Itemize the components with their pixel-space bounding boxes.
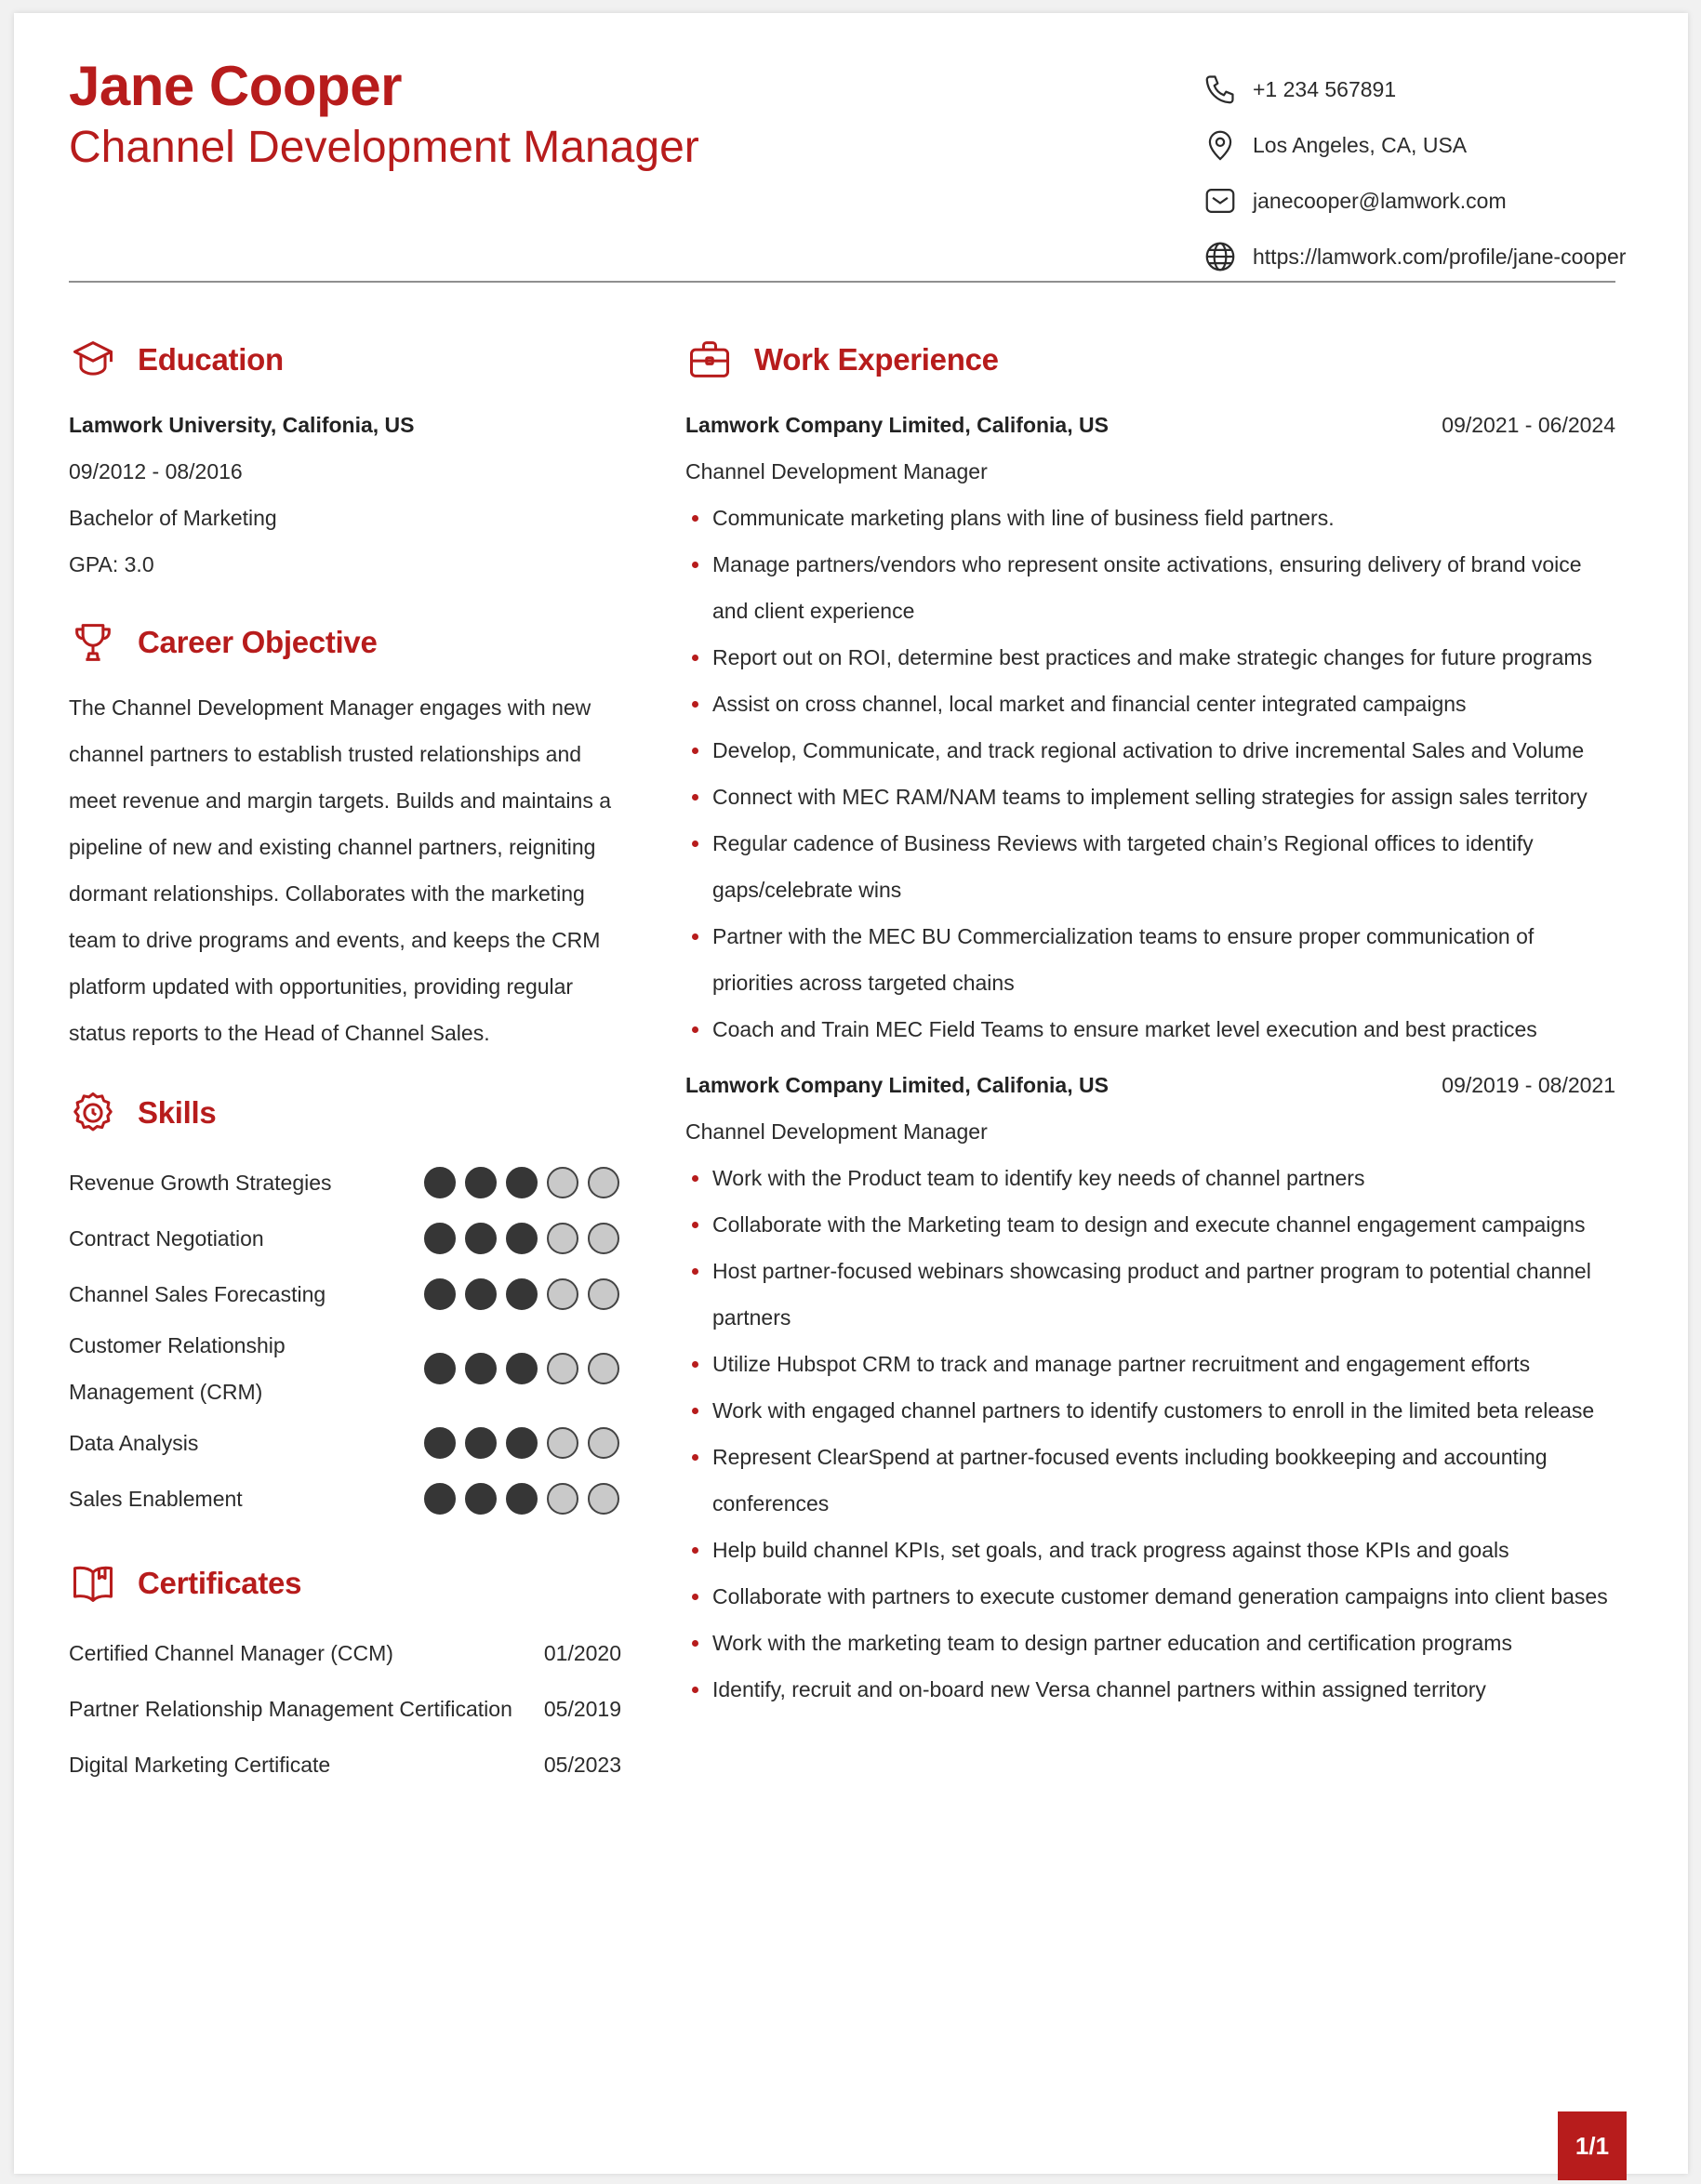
graduation-cap-icon (69, 336, 117, 384)
certificate-date: 05/2023 (543, 1753, 621, 1777)
job-bullet: Collaborate with the Marketing team to design and execute channel engagement campaigns (685, 1201, 1615, 1248)
rating-dot-empty (588, 1427, 619, 1459)
job-bullet: Manage partners/vendors who represent onsite activations, ensuring delivery of brand voice and client experience (685, 541, 1615, 634)
job-bullet: Collaborate with partners to execute customer demand generation campaigns into client bases (685, 1573, 1615, 1620)
skills-heading (69, 1090, 621, 1136)
skill-rating (424, 1167, 621, 1198)
rating-dot-filled (506, 1167, 538, 1198)
resume-page (14, 13, 1688, 2174)
job-bullet: Work with engaged channel partners to identify customers to enroll in the limited beta release (685, 1387, 1615, 1434)
job-bullet: Identify, recruit and on-board new Versa channel partners within assigned territory (685, 1666, 1615, 1713)
certificate-row (69, 1625, 621, 1681)
work-title: Work Experience (754, 342, 999, 377)
candidate-name: Jane Cooper (69, 55, 402, 117)
job-entry (685, 1062, 1615, 1713)
skill-rating (424, 1427, 621, 1459)
rating-dot-filled (506, 1278, 538, 1310)
page-indicator: 1/1 (1558, 2111, 1627, 2180)
contact-website[interactable] (1203, 229, 1626, 285)
skill-row (69, 1322, 621, 1415)
rating-dot-filled (424, 1223, 456, 1254)
job-role: Channel Development Manager (685, 1119, 988, 1144)
skills-list (69, 1155, 621, 1527)
objective-heading (69, 619, 621, 666)
rating-dot-filled (465, 1353, 497, 1384)
certificates-heading (69, 1560, 621, 1607)
phone-icon (1203, 72, 1238, 107)
job-bullet: Help build channel KPIs, set goals, and track progress against those KPIs and goals (685, 1527, 1615, 1573)
work-heading (685, 337, 1615, 383)
skill-rating (424, 1223, 621, 1254)
education-degree: Bachelor of Marketing (69, 506, 277, 530)
rating-dot-filled (424, 1353, 456, 1384)
certificate-row (69, 1681, 621, 1737)
certificate-name: Certified Channel Manager (CCM) (69, 1641, 393, 1665)
objective-title: Career Objective (138, 625, 378, 659)
rating-dot-empty (547, 1353, 578, 1384)
education-title: Education (138, 342, 284, 377)
mail-icon (1203, 183, 1238, 218)
trophy-icon (69, 618, 117, 667)
gear-icon (69, 1089, 117, 1137)
certificates-section (69, 1560, 621, 1793)
rating-dot-filled (506, 1353, 538, 1384)
rating-dot-filled (465, 1223, 497, 1254)
job-bullet: Communicate marketing plans with line of business field partners. (685, 495, 1615, 541)
skill-row (69, 1211, 621, 1266)
rating-dot-empty (547, 1483, 578, 1515)
skill-rating (424, 1483, 621, 1515)
job-bullet: Regular cadence of Business Reviews with targeted chain’s Regional offices to identify gaps/celebrate wins (685, 820, 1615, 913)
book-icon (69, 1559, 117, 1608)
skill-label: Sales Enablement (69, 1487, 243, 1511)
skills-section (69, 1090, 621, 1527)
rating-dot-empty (547, 1223, 578, 1254)
rating-dot-filled (465, 1427, 497, 1459)
contact-location (1203, 117, 1626, 173)
job-bullet: Coach and Train MEC Field Teams to ensure market level execution and best practices (685, 1006, 1615, 1052)
skill-label: Revenue Growth Strategies (69, 1171, 332, 1195)
rating-dot-empty (588, 1483, 619, 1515)
job-entry (685, 402, 1615, 1052)
job-dates: 09/2021 - 06/2024 (1442, 413, 1615, 437)
job-bullets (685, 1155, 1615, 1713)
job-bullet: Connect with MEC RAM/NAM teams to implement selling strategies for assign sales territory (685, 774, 1615, 820)
rating-dot-filled (424, 1483, 456, 1515)
rating-dot-empty (547, 1167, 578, 1198)
contact-email[interactable] (1203, 173, 1626, 229)
job-bullet: Assist on cross channel, local market and financial center integrated campaigns (685, 681, 1615, 727)
rating-dot-filled (506, 1427, 538, 1459)
rating-dot-filled (465, 1167, 497, 1198)
rating-dot-empty (588, 1353, 619, 1384)
contact-location-text: Los Angeles, CA, USA (1253, 132, 1468, 157)
job-role: Channel Development Manager (685, 459, 988, 483)
left-column (69, 337, 621, 1793)
rating-dot-filled (506, 1223, 538, 1254)
job-company: Lamwork Company Limited, Califonia, US (685, 1073, 1109, 1097)
skill-row (69, 1155, 621, 1211)
objective-text: The Channel Development Manager engages with new channel partners to establish trusted relationships and meet revenue and margin targets. Builds and maintains a pipeline of new and existing channel partners, reigniting dormant relationships. Collaborates with the marketing team to drive programs and events, and keeps the CRM platform updated with opportunities, providing regular status reports to the Head of Channel Sales. (69, 695, 611, 1045)
certificates-title: Certificates (138, 1566, 302, 1600)
rating-dot-filled (465, 1483, 497, 1515)
skill-row (69, 1415, 621, 1471)
rating-dot-filled (506, 1483, 538, 1515)
skill-label: Data Analysis (69, 1431, 199, 1455)
right-column (685, 337, 1615, 1731)
skill-rating (424, 1278, 621, 1310)
contact-list (1203, 61, 1626, 285)
education-heading (69, 337, 621, 383)
contact-phone[interactable] (1203, 61, 1626, 117)
skill-row (69, 1471, 621, 1527)
job-bullet: Host partner-focused webinars showcasing product and partner program to potential channel partners (685, 1248, 1615, 1341)
rating-dot-filled (465, 1278, 497, 1310)
job-header (685, 1062, 1615, 1108)
skill-label: Customer Relationship Management (CRM) (69, 1333, 286, 1404)
certificate-date: 01/2020 (543, 1641, 621, 1665)
job-bullet: Work with the marketing team to design partner education and certification programs (685, 1620, 1615, 1666)
certificate-row (69, 1737, 621, 1793)
certificate-name: Partner Relationship Management Certification (69, 1697, 512, 1721)
skill-label: Contract Negotiation (69, 1226, 264, 1251)
rating-dot-empty (547, 1427, 578, 1459)
certificates-list (69, 1625, 621, 1793)
objective-section (69, 619, 621, 1056)
rating-dot-filled (424, 1278, 456, 1310)
education-gpa: GPA: 3.0 (69, 552, 154, 576)
job-bullet: Partner with the MEC BU Commercialization teams to ensure proper communication of priorities across targeted chains (685, 913, 1615, 1006)
rating-dot-filled (424, 1427, 456, 1459)
header-divider (69, 281, 1615, 283)
location-icon (1203, 127, 1238, 163)
contact-phone-text: +1 234 567891 (1253, 76, 1397, 101)
job-bullet: Develop, Communicate, and track regional activation to drive incremental Sales and Volume (685, 727, 1615, 774)
rating-dot-empty (588, 1278, 619, 1310)
job-dates: 09/2019 - 08/2021 (1442, 1073, 1615, 1097)
work-section (685, 337, 1615, 1713)
briefcase-icon (685, 336, 734, 384)
job-bullet: Report out on ROI, determine best practices and make strategic changes for future programs (685, 634, 1615, 681)
job-bullet: Utilize Hubspot CRM to track and manage partner recruitment and engagement efforts (685, 1341, 1615, 1387)
certificate-date: 05/2019 (543, 1697, 621, 1721)
education-section (69, 337, 621, 588)
education-school: Lamwork University, Califonia, US (69, 413, 415, 437)
rating-dot-empty (588, 1223, 619, 1254)
contact-website-text: https://lamwork.com/profile/jane-cooper (1253, 244, 1627, 269)
contact-email-text: janecooper@lamwork.com (1253, 188, 1507, 213)
rating-dot-filled (424, 1167, 456, 1198)
job-bullets (685, 495, 1615, 1052)
job-header (685, 402, 1615, 448)
job-company: Lamwork Company Limited, Califonia, US (685, 413, 1109, 437)
jobs-list (685, 402, 1615, 1713)
skill-rating (424, 1353, 621, 1384)
skill-label: Channel Sales Forecasting (69, 1282, 326, 1306)
education-dates: 09/2012 - 08/2016 (69, 459, 243, 483)
skill-row (69, 1266, 621, 1322)
rating-dot-empty (547, 1278, 578, 1310)
certificate-name: Digital Marketing Certificate (69, 1753, 331, 1777)
candidate-title: Channel Development Manager (69, 123, 699, 172)
globe-icon (1203, 239, 1238, 274)
rating-dot-empty (588, 1167, 619, 1198)
job-bullet: Represent ClearSpend at partner-focused events including bookkeeping and accounting conferences (685, 1434, 1615, 1527)
skills-title: Skills (138, 1095, 217, 1130)
job-bullet: Work with the Product team to identify key needs of channel partners (685, 1155, 1615, 1201)
